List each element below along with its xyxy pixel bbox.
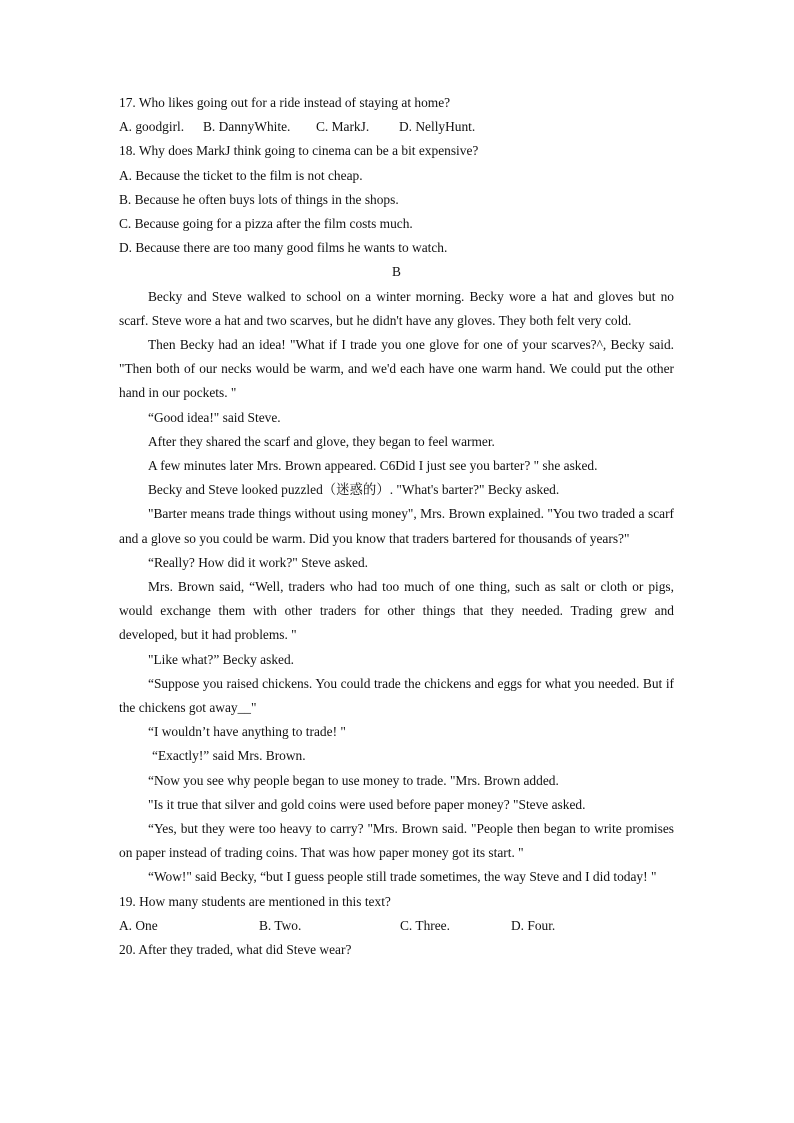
passage-paragraph: "Barter means trade things without using money", Mrs. Brown explained. "You two traded a scarf and a glove so you could be warm. Did you know that traders bartered for thousands of years?" <box>119 506 674 546</box>
passage-paragraph: After they shared the scarf and glove, they began to feel warmer. <box>148 433 495 449</box>
q17-option-b: B. DannyWhite. <box>203 119 291 135</box>
passage-paragraph: Then Becky had an idea! "What if I trade you one glove for one of your scarves?^, Becky said. "Then both of our necks would be warm, and we'd each have one warm hand. We could put the other hand in our pockets. " <box>119 336 674 401</box>
passage-paragraph: “Good idea!" said Steve. <box>148 409 281 425</box>
q19-option-c: C. Three. <box>400 917 450 933</box>
q19-question: 19. How many students are mentioned in this text? <box>119 893 391 909</box>
passage-paragraph: Becky and Steve looked puzzled（迷惑的）. "What's barter?" Becky asked. <box>148 482 560 498</box>
exam-page <box>119 91 674 962</box>
q17-option-c: C. MarkJ. <box>316 119 370 135</box>
passage-paragraph: “Wow!" said Becky, “but I guess people still trade sometimes, the way Steve and I did today! " <box>148 869 657 885</box>
passage-paragraph: "Is it true that silver and gold coins were used before paper money? "Steve asked. <box>148 796 586 812</box>
q17-question: 17. Who likes going out for a ride instead of staying at home? <box>119 95 451 110</box>
q18-option-d: D. Because there are too many good films he wants to watch. <box>119 240 448 256</box>
q18-option-b: B. Because he often buys lots of things in the shops. <box>119 191 399 207</box>
passage-paragraph: Becky and Steve walked to school on a winter morning. Becky wore a hat and gloves but no scarf. Steve wore a hat and two scarves, but he didn't have any gloves. They both felt very cold. <box>119 288 674 328</box>
passage-paragraph: “Suppose you raised chickens. You could trade the chickens and eggs for what you needed. But if the chickens got away__" <box>119 675 674 715</box>
q20-question: 20. After they traded, what did Steve wear? <box>119 941 352 957</box>
passage-paragraph: “Exactly!” said Mrs. Brown. <box>152 748 306 764</box>
passage-paragraph: Mrs. Brown said, “Well, traders who had too much of one thing, such as salt or cloth or pigs, would exchange them with other traders for other things that they needed. Trading grew and developed, but it had problems. " <box>119 578 674 643</box>
q17-options <box>119 115 674 139</box>
passage-paragraph: “Now you see why people began to use money to trade. "Mrs. Brown added. <box>148 772 559 788</box>
q18-question: 18. Why does MarkJ think going to cinema can be a bit expensive? <box>119 143 479 159</box>
q18-option-a: A. Because the ticket to the film is not cheap. <box>119 167 363 183</box>
section-label: B <box>392 264 401 280</box>
passage-paragraph: "Like what?” Becky asked. <box>148 651 295 667</box>
q19-option-d: D. Four. <box>511 917 556 933</box>
q18-option-c: C. Because going for a pizza after the film costs much. <box>119 215 413 231</box>
passage-paragraph: “Really? How did it work?" Steve asked. <box>148 554 369 570</box>
q19-options <box>119 914 674 938</box>
q17-option-a: A. goodgirl. <box>119 119 185 135</box>
q17-option-d: D. NellyHunt. <box>399 119 476 135</box>
passage-paragraph: “I wouldn’t have anything to trade! " <box>148 724 346 740</box>
q19-option-a: A. One <box>119 917 158 933</box>
q19-option-b: B. Two. <box>259 917 302 933</box>
passage-paragraph: A few minutes later Mrs. Brown appeared. C6Did I just see you barter? " she asked. <box>148 457 598 473</box>
passage-paragraph: “Yes, but they were too heavy to carry? "Mrs. Brown said. "People then began to write promises on paper instead of trading coins. That was how paper money got its start. " <box>119 820 674 861</box>
